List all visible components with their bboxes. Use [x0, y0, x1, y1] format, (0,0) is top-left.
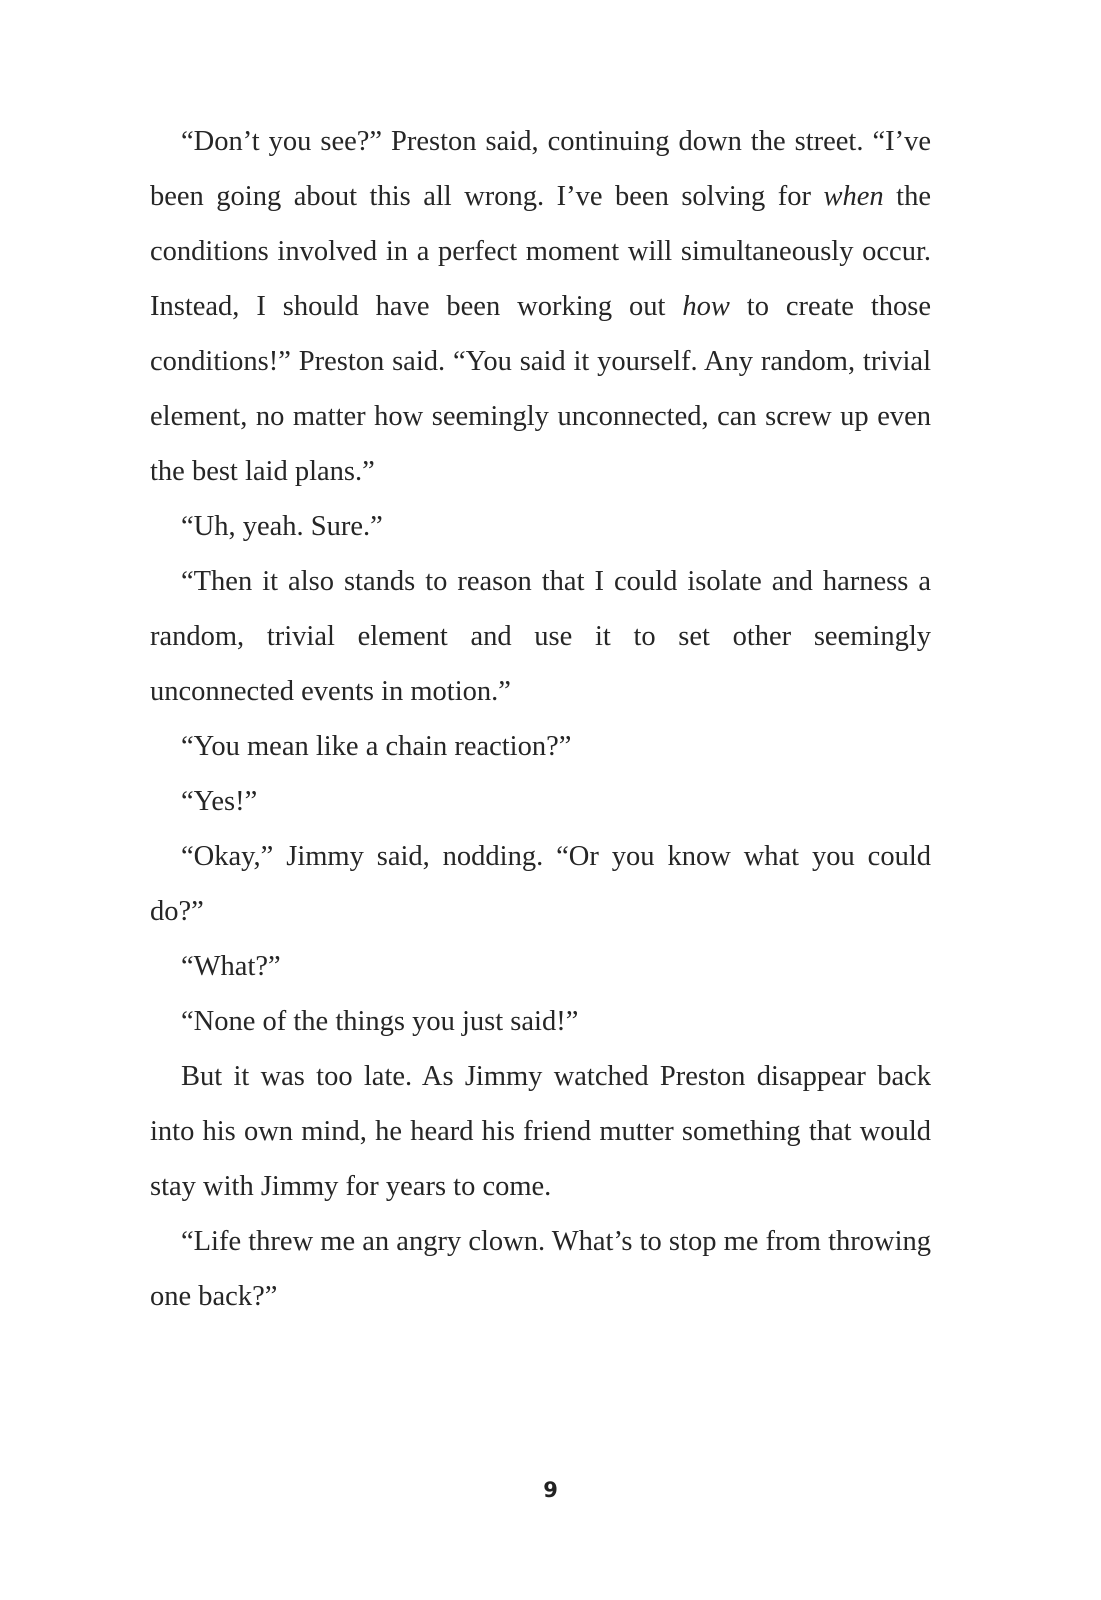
body-text	[150, 114, 931, 1324]
paragraph: “Don’t you see?” Preston said, continuing down the street. “I’ve been going about this all wrong. I’ve been solving for when the conditions involved in a perfect moment will simultaneously occur. Instead, I should have been working out how to create those conditions!” Preston said. “You said it yourself. Any random, trivial element, no matter how seemingly unconnected, can screw up even the best laid plans.”	[150, 126, 931, 487]
paragraph: “What?”	[181, 951, 281, 982]
paragraph: “Uh, yeah. Sure.”	[181, 511, 383, 542]
paragraph: “Okay,” Jimmy said, nodding. “Or you know what you could do?”	[150, 841, 931, 927]
emphasized-word: when	[823, 181, 884, 212]
paragraph: “None of the things you just said!”	[181, 1006, 579, 1037]
paragraph: But it was too late. As Jimmy watched Preston disappear back into his own mind, he heard his friend mutter something that would stay with Jimmy for years to come.	[150, 1061, 931, 1202]
paragraph: “You mean like a chain reaction?”	[181, 731, 572, 762]
paragraph: “Yes!”	[181, 786, 258, 817]
page-number: 9	[543, 1478, 558, 1502]
paragraph: “Then it also stands to reason that I could isolate and harness a random, trivial element and use it to set other seemingly unconnected events in motion.”	[150, 566, 931, 707]
emphasized-word: how	[682, 291, 730, 322]
paragraph: “Life threw me an angry clown. What’s to stop me from throwing one back?”	[150, 1226, 931, 1312]
